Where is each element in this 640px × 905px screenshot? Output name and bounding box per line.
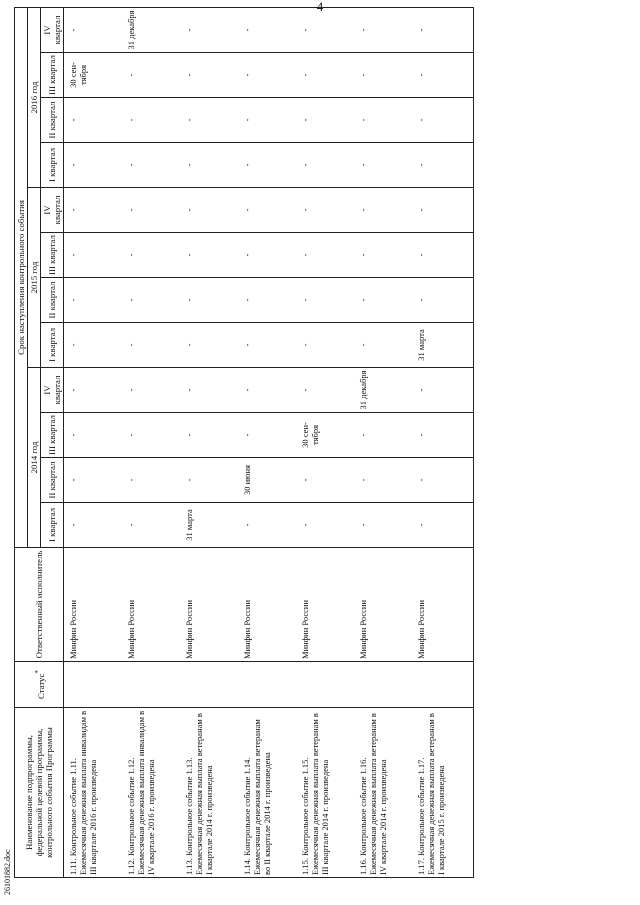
- header-quarter: II квартал: [41, 458, 64, 503]
- deadline-cell: -: [415, 458, 474, 503]
- deadline-cell: -: [357, 278, 415, 323]
- deadline-cell: -: [415, 143, 474, 188]
- deadline-cell: -: [183, 278, 241, 323]
- event-executor: Минфин России: [64, 548, 126, 662]
- deadline-cell: -: [241, 233, 299, 278]
- event-name: 1.12. Контрольное событие 1.12. Ежемесячная денежная выплата инвалидам в IV квартале 2016 г. произведена: [125, 708, 183, 878]
- table-row: [241, 7, 299, 877]
- table-row: [125, 7, 183, 877]
- table-row: [415, 7, 474, 877]
- header-quarter: IV квартал: [41, 188, 64, 233]
- deadline-cell: -: [64, 98, 126, 143]
- event-executor: Минфин России: [357, 548, 415, 662]
- deadline-cell: -: [183, 368, 241, 413]
- deadline-cell: -: [125, 233, 183, 278]
- deadline-cell: -: [241, 98, 299, 143]
- deadline-cell: 30 сен-тября: [299, 413, 357, 458]
- event-name: 1.11. Контрольное событие 1.11. Ежемесячная денежная выплата инвалидам в III квартале 2016 г. произведена: [64, 708, 126, 878]
- deadline-cell: -: [241, 503, 299, 548]
- deadline-cell: -: [415, 233, 474, 278]
- deadline-cell: -: [357, 413, 415, 458]
- header-quarter: III квартал: [41, 233, 64, 278]
- deadline-cell: -: [64, 458, 126, 503]
- page-number: 4: [316, 0, 324, 14]
- deadline-cell: -: [183, 413, 241, 458]
- deadline-cell: 30 июня: [241, 458, 299, 503]
- deadline-cell: -: [64, 233, 126, 278]
- deadline-cell: -: [357, 53, 415, 98]
- deadline-cell: -: [125, 323, 183, 368]
- header-quarter: III квартал: [41, 413, 64, 458]
- event-status: [299, 662, 357, 708]
- deadline-cell: -: [357, 233, 415, 278]
- deadline-cell: -: [183, 7, 241, 52]
- header-year: 2015 год: [28, 188, 41, 368]
- deadline-cell: -: [241, 7, 299, 52]
- deadline-cell: -: [64, 7, 126, 52]
- deadline-cell: -: [241, 368, 299, 413]
- deadline-cell: -: [183, 98, 241, 143]
- header-executor: Ответственный исполнитель: [15, 548, 64, 662]
- deadline-cell: -: [299, 458, 357, 503]
- deadline-cell: -: [125, 278, 183, 323]
- deadline-cell: -: [299, 278, 357, 323]
- table-row: [357, 7, 415, 877]
- table-row: [299, 7, 357, 877]
- deadline-cell: 31 декабря: [357, 368, 415, 413]
- deadline-cell: -: [299, 323, 357, 368]
- deadline-cell: -: [357, 98, 415, 143]
- header-year: 2014 год: [28, 368, 41, 548]
- deadline-cell: -: [415, 53, 474, 98]
- deadline-cell: -: [299, 368, 357, 413]
- deadline-cell: -: [125, 368, 183, 413]
- deadline-cell: 31 марта: [183, 503, 241, 548]
- header-quarter: I квартал: [41, 503, 64, 548]
- deadline-cell: 31 марта: [415, 323, 474, 368]
- deadline-cell: -: [299, 143, 357, 188]
- deadline-cell: -: [415, 278, 474, 323]
- event-executor: Минфин России: [415, 548, 474, 662]
- deadline-cell: -: [415, 368, 474, 413]
- deadline-cell: 30 сен-тября: [64, 53, 126, 98]
- deadline-cell: -: [183, 458, 241, 503]
- deadline-cell: -: [415, 188, 474, 233]
- deadline-cell: -: [415, 503, 474, 548]
- deadline-cell: -: [241, 413, 299, 458]
- table-row: [64, 7, 126, 877]
- header-quarter: IV квартал: [41, 368, 64, 413]
- deadline-cell: -: [183, 323, 241, 368]
- deadline-cell: -: [125, 98, 183, 143]
- deadline-cell: -: [64, 503, 126, 548]
- deadline-cell: -: [241, 143, 299, 188]
- event-name: 1.13. Контрольное событие 1.13. Ежемесячная денежная выплата ветеранам в I квартале 2014 г. произведена: [183, 708, 241, 878]
- deadline-cell: -: [241, 188, 299, 233]
- deadline-cell: -: [357, 188, 415, 233]
- document-footer: 26101882.doc: [3, 849, 12, 895]
- deadline-cell: -: [299, 233, 357, 278]
- deadline-cell: -: [241, 323, 299, 368]
- deadline-cell: -: [357, 143, 415, 188]
- deadline-cell: -: [299, 188, 357, 233]
- event-name: 1.17. Контрольное событие 1.17. Ежемесячная денежная выплата ветеранам в I квартале 2015 г. произведена: [415, 708, 474, 878]
- deadline-cell: -: [64, 188, 126, 233]
- table-row: [183, 7, 241, 877]
- deadline-cell: -: [64, 368, 126, 413]
- deadline-cell: -: [125, 188, 183, 233]
- deadline-cell: -: [183, 188, 241, 233]
- event-status: [415, 662, 474, 708]
- deadline-cell: -: [183, 233, 241, 278]
- event-status: [357, 662, 415, 708]
- status-footnote-mark: *: [32, 669, 42, 674]
- header-name: Наименование подпрограммы, федеральной целевой программы, контрольного события Программы: [15, 708, 64, 878]
- header-quarter: IV квартал: [41, 7, 64, 52]
- header-quarter: III квартал: [41, 53, 64, 98]
- deadline-cell: -: [183, 143, 241, 188]
- deadline-cell: -: [357, 503, 415, 548]
- deadline-cell: -: [357, 323, 415, 368]
- deadline-cell: -: [357, 458, 415, 503]
- deadline-cell: 31 декабря: [125, 7, 183, 52]
- deadline-cell: -: [415, 7, 474, 52]
- deadline-cell: -: [357, 7, 415, 52]
- deadline-cell: -: [241, 53, 299, 98]
- deadline-cell: -: [64, 413, 126, 458]
- event-name: 1.15. Контрольное событие 1.15. Ежемесячная денежная выплата ветеранам в III квартале 2014 г. произведена: [299, 708, 357, 878]
- deadline-cell: -: [299, 7, 357, 52]
- deadline-cell: -: [183, 53, 241, 98]
- header-deadline: Срок наступления контрольного события: [15, 7, 28, 547]
- header-quarter: II квартал: [41, 98, 64, 143]
- deadline-cell: -: [299, 53, 357, 98]
- deadline-cell: -: [125, 53, 183, 98]
- event-status: [183, 662, 241, 708]
- header-quarter: I квартал: [41, 323, 64, 368]
- deadline-cell: -: [64, 278, 126, 323]
- header-year: 2016 год: [28, 7, 41, 187]
- deadline-cell: -: [415, 98, 474, 143]
- deadline-cell: -: [125, 458, 183, 503]
- event-name: 1.16. Контрольное событие 1.16. Ежемесячная денежная выплата ветеранам в IV квартале 2014 г. произведена: [357, 708, 415, 878]
- deadline-cell: -: [125, 143, 183, 188]
- event-status: [64, 662, 126, 708]
- rotated-table-container: [14, 8, 614, 878]
- deadline-cell: -: [299, 503, 357, 548]
- deadline-cell: -: [64, 143, 126, 188]
- deadline-cell: -: [241, 278, 299, 323]
- deadline-cell: -: [125, 413, 183, 458]
- deadline-cell: -: [125, 503, 183, 548]
- deadline-cell: -: [64, 323, 126, 368]
- control-events-table: [14, 7, 474, 878]
- event-executor: Минфин России: [299, 548, 357, 662]
- header-quarter: II квартал: [41, 278, 64, 323]
- event-executor: Минфин России: [241, 548, 299, 662]
- event-executor: Минфин России: [125, 548, 183, 662]
- event-status: [125, 662, 183, 708]
- header-status: Статус*: [15, 662, 64, 708]
- deadline-cell: -: [415, 413, 474, 458]
- header-quarter: I квартал: [41, 143, 64, 188]
- event-executor: Минфин России: [183, 548, 241, 662]
- event-name: 1.14. Контрольное событие 1.14. Ежемесячная денежная выплата ветеранам во II квартале 2014 г. произведена: [241, 708, 299, 878]
- deadline-cell: -: [299, 98, 357, 143]
- event-status: [241, 662, 299, 708]
